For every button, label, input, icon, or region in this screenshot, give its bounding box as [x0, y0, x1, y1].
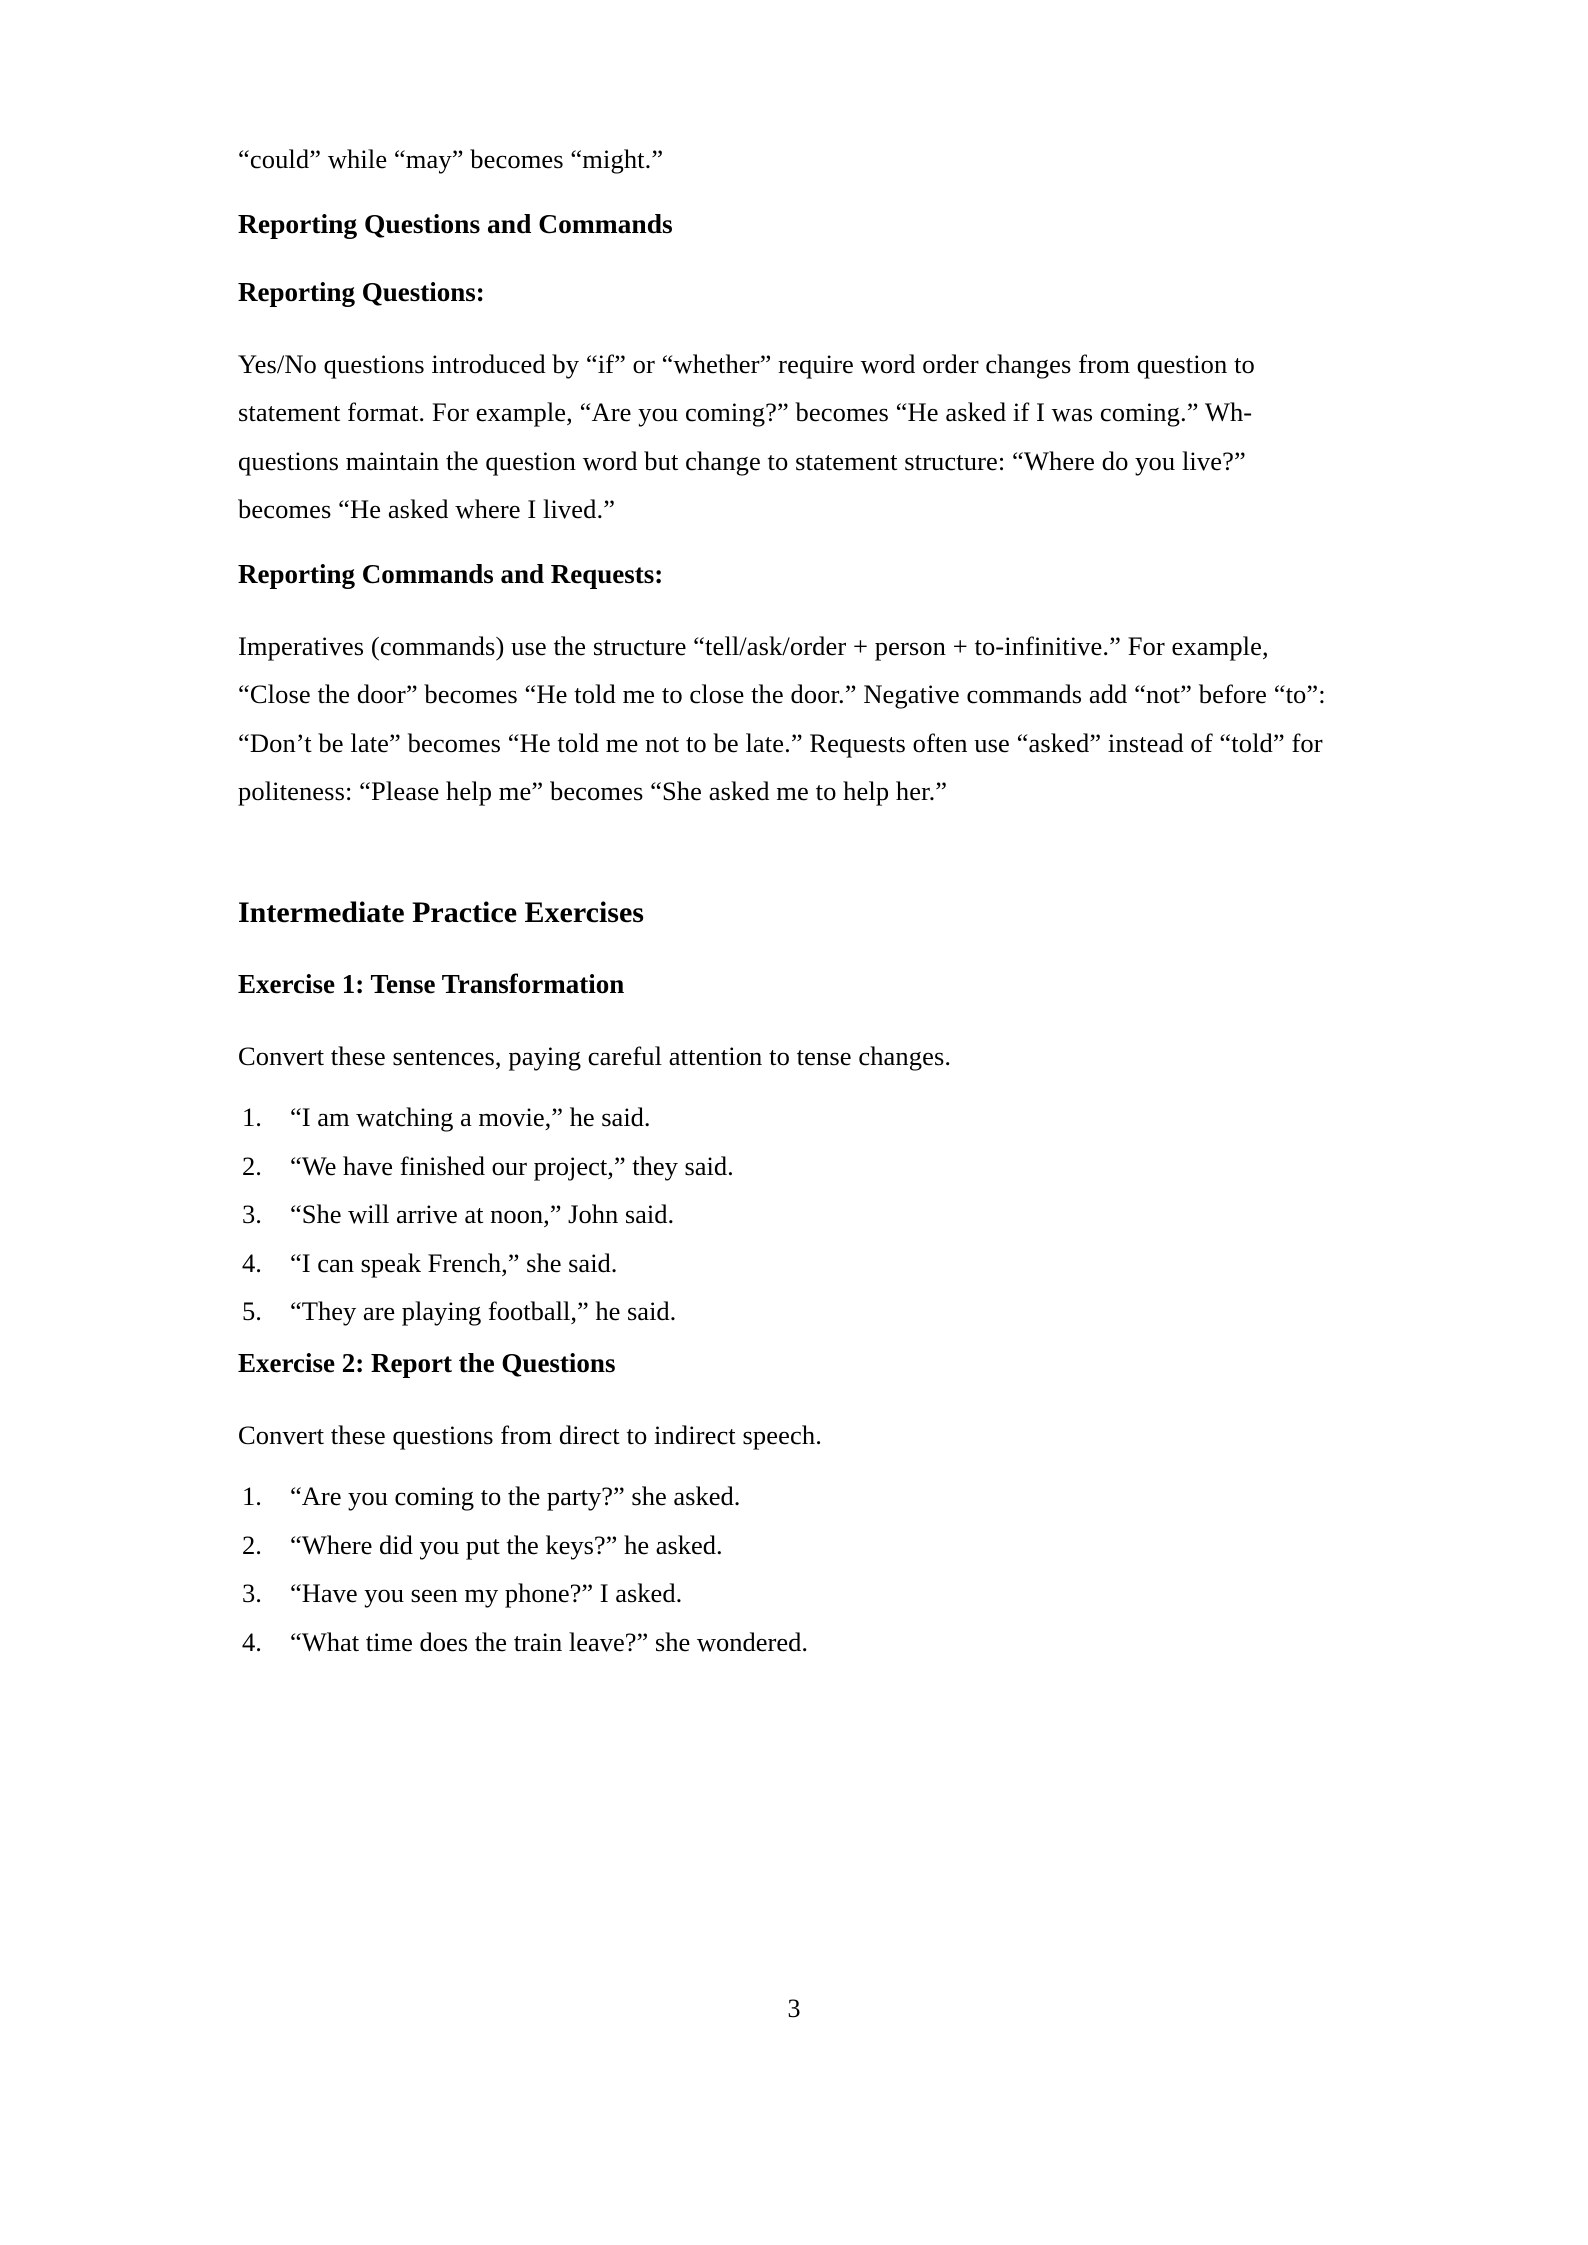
section-spacer — [238, 836, 1333, 892]
list-item-text: “They are playing football,” he said. — [290, 1296, 677, 1326]
list-item — [238, 1479, 1333, 1513]
list-item-number: 5. — [242, 1296, 262, 1326]
list-item — [238, 1100, 1333, 1134]
list-item-text: “She will arrive at noon,” John said. — [290, 1199, 675, 1229]
list-item — [238, 1246, 1333, 1280]
list-item-number: 2. — [242, 1529, 262, 1560]
list-item — [238, 1149, 1333, 1183]
list-item-text: “Where did you put the keys?” he asked. — [290, 1529, 723, 1560]
list-item-text: “Have you seen my phone?” I asked. — [290, 1578, 683, 1608]
continued-paragraph: “could” while “may” becomes “might.” — [238, 144, 664, 174]
list-item-number: 1. — [242, 1481, 262, 1511]
heading-reporting-commands-and-requests: Reporting Commands and Requests: — [238, 558, 664, 589]
heading-exercise-2: Exercise 2: Report the Questions — [238, 1347, 616, 1378]
heading-exercise-1: Exercise 1: Tense Transformation — [238, 968, 625, 999]
list-item-text: “Are you coming to the party?” she asked. — [290, 1481, 741, 1511]
exercise-2-list — [238, 1479, 1333, 1659]
list-item-text: “We have finished our project,” they said. — [290, 1150, 734, 1181]
list-item-number: 1. — [242, 1102, 262, 1132]
list-item — [238, 1197, 1333, 1231]
list-item-number: 4. — [242, 1247, 262, 1278]
list-item-number: 3. — [242, 1199, 262, 1229]
exercise-1-list — [238, 1100, 1333, 1328]
page-content — [238, 135, 1333, 1673]
heading-intermediate-practice-exercises: Intermediate Practice Exercises — [238, 895, 644, 929]
list-item-number: 2. — [242, 1150, 262, 1181]
list-item — [238, 1576, 1333, 1610]
list-item-text: “What time does the train leave?” she wondered. — [290, 1626, 808, 1657]
list-item — [238, 1625, 1333, 1659]
page-number: 3 — [787, 1994, 801, 2023]
list-item-number: 3. — [242, 1578, 262, 1608]
paragraph-reporting-commands: Imperatives (commands) use the structure “tell/ask/order + person + to-infinitive.” For example, “Close the door” becomes “He told me to close the door.” Negative commands add “not” before “to”: “Don’t be late” becomes “He told me not to be late.” Requests often use “asked” instead of “told” for politeness: “Please help me” becomes “She asked me to help her.” — [238, 630, 1326, 806]
list-item-text: “I am watching a movie,” he said. — [290, 1102, 651, 1132]
heading-reporting-questions: Reporting Questions: — [238, 276, 485, 307]
list-item — [238, 1528, 1333, 1562]
instruction-exercise-2: Convert these questions from direct to indirect speech. — [238, 1419, 822, 1450]
paragraph-reporting-questions: Yes/No questions introduced by “if” or “whether” require word order changes from question to statement format. For example, “Are you coming?” becomes “He asked if I was coming.” Wh-questions maintain the question word but change to statement structure: “Where do you live?” becomes “He asked where I lived.” — [238, 348, 1255, 524]
list-item — [238, 1294, 1333, 1328]
list-item-number: 4. — [242, 1626, 262, 1657]
heading-reporting-questions-and-commands: Reporting Questions and Commands — [238, 207, 673, 239]
instruction-exercise-1: Convert these sentences, paying careful attention to tense changes. — [238, 1040, 952, 1071]
list-item-text: “I can speak French,” she said. — [290, 1247, 618, 1278]
